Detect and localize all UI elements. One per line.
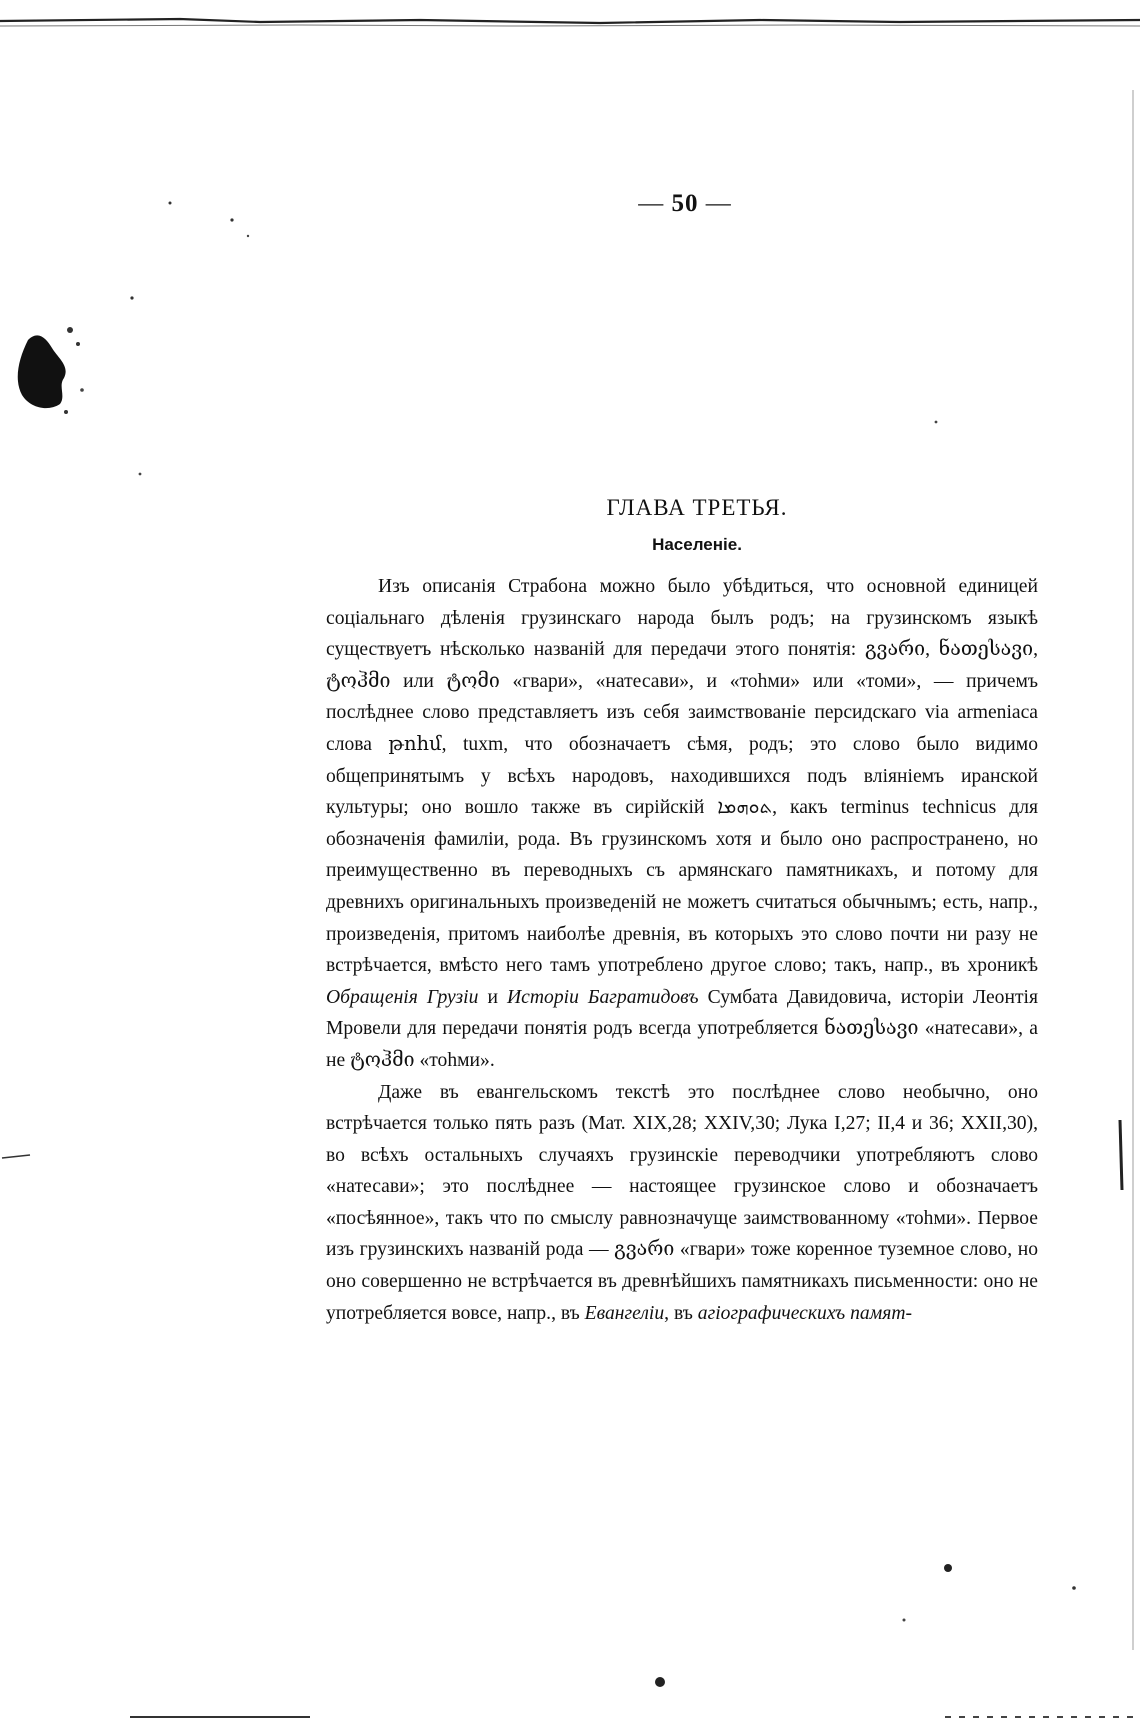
text-run: и: [478, 986, 508, 1008]
italic-title: Исторіи Багратидовъ: [507, 986, 699, 1008]
italic-title: агіографическихъ памят-: [697, 1302, 912, 1324]
text-run: Изъ описанія Страбона можно было убѣдиться, что основной единицей соціальнаго дѣленія грузинскаго народа былъ родъ; на грузинскомъ языкѣ существуетъ нѣсколько названій для передачи этого понятія: გვარი, ნათესავი, ტოჰმი или ტომი «гвари», «натесави», и «тоhми» или «томи», — причемъ послѣднее слово представляетъ изъ себя заимствованіе персидскаго via armeniaca слова թոհմ, tuxm, что обозначаетъ сѣмя, родъ; это слово было видимо общепринятымъ у всѣхъ народовъ, находившихся подъ вліяніемъ иранской культуры; оно вошло также въ сирійскій ܬܘܗܡܐ, какъ terminus technicus для обозначенія фамиліи, рода. Въ грузинскомъ хотя и было оно распространено, но преимущественно въ переводныхъ съ армянскаго памятникахъ, и потому для древнихъ оригинальныхъ произведеній не можетъ считаться обычнымъ; есть, напр., произведенія, притомъ наиболѣе древнія, въ которыхъ это слово почти ни разу не встрѣчается, вмѣсто него тамъ употреблено другое слово; такъ, напр., въ хроникѣ: [326, 576, 1038, 977]
paragraph-2: [326, 1077, 1038, 1330]
ink-blot: [8, 300, 98, 430]
paragraph-1: [326, 571, 1038, 1077]
text-run: Сумбата Давидовича, исторіи Леонтія Мровели для передачи понятія родъ всегда употребляется ნათესავი «натесави», а не ტოჰმი «тоhми».: [326, 986, 1038, 1071]
chapter-title: ГЛАВА ТРЕТЬЯ.: [606, 495, 788, 520]
page-number: [0, 190, 1140, 218]
italic-title: Евангеліи: [584, 1302, 665, 1324]
bottom-dotted-rule: [945, 1716, 1135, 1718]
bottom-rule: [130, 1716, 310, 1718]
italic-title: Обращенія Грузіи: [326, 986, 479, 1008]
page-number-dash-left: —: [638, 190, 665, 217]
text-run: Даже въ евангельскомъ текстѣ это послѣднее слово необычно, оно встрѣчается только пять разъ (Мат. XIX,28; XXIV,30; Лука I,27; II,4 и 36; XXII,30), во всѣхъ остальныхъ случаяхъ грузинскіе переводчики употребляютъ слово «натесави»; это послѣднее — настоящее грузинское слово и обозначаетъ «посѣянное», такъ что по смыслу равнозначуще заимствованному «тоhми». Первое изъ грузинскихъ названій рода — გვარი «гвари» тоже коренное туземное слово, но оно совершенно не встрѣчается въ древнѣйшихъ памятникахъ письменности: оно не употребляется вовсе, напр., въ: [326, 1081, 1038, 1324]
text-run: , въ: [664, 1302, 698, 1324]
main-text: [326, 495, 1038, 1329]
scan-right-edge: [1132, 90, 1134, 1650]
page-number-dash-right: —: [705, 190, 732, 217]
page-number-value: 50: [671, 190, 699, 217]
scan-top-edge: [0, 14, 1140, 28]
section-title: Населеніе.: [652, 535, 742, 554]
